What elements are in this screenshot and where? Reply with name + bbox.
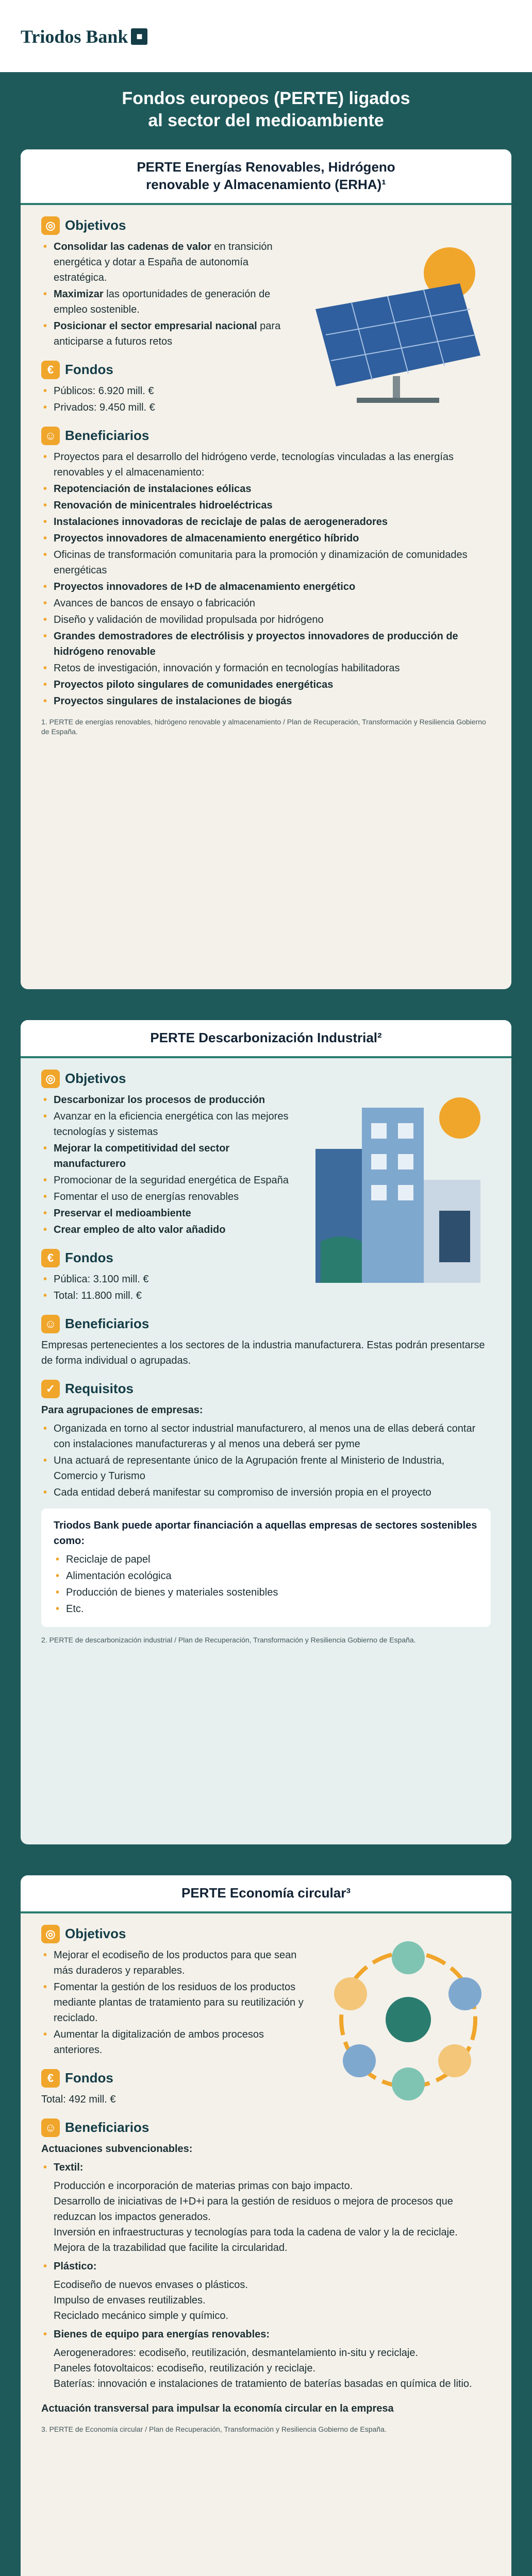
page-title <box>0 72 532 131</box>
list-item: • Reciclaje de papel <box>54 1552 478 1567</box>
list-item: • Grandes demostradores de electrólisis y proyectos innovadores de producción de hidrógeno renovable <box>41 629 491 659</box>
list-item: Producción e incorporación de materias primas con bajo impacto. <box>54 2180 353 2192</box>
erha-beneficiarios-list <box>41 449 491 709</box>
descarbon-footnote: 2. PERTE de descarbonización industrial / Plan de Recuperación, Transformación y Resiliencia Gobierno de España. <box>41 1635 416 1644</box>
circular-fondos-total: Total: 492 mill. € <box>41 2093 116 2105</box>
list-item: • Mejorar el ecodiseño de los productos para que sean más duraderos y reparables. <box>41 1947 309 1978</box>
erha-card <box>21 149 511 989</box>
erha-objetivos-label: Objetivos <box>65 217 126 233</box>
list-item: Reciclado mecánico simple y químico. <box>54 2310 229 2321</box>
list-item: • Proyectos singulares de instalaciones de biogás <box>41 693 491 709</box>
list-item: • Avances de bancos de ensayo o fabricación <box>41 596 491 611</box>
erha-title <box>21 149 511 205</box>
people-icon: ☺ <box>41 2119 60 2137</box>
coins-icon: € <box>41 1249 60 1267</box>
list-item: • Posicionar el sector empresarial nacional para anticiparse a futuros retos <box>41 318 299 349</box>
list-item: • Descarbonizar los procesos de producción <box>41 1092 299 1108</box>
box-title: Triodos Bank puede aportar financiación a aquellas empresas de sectores sostenibles como: <box>54 1519 477 1547</box>
coins-icon: € <box>41 361 60 379</box>
list-item: • Proyectos piloto singulares de comunidades energéticas <box>41 677 491 692</box>
circular-beneficiarios-heading <box>41 2119 491 2137</box>
list-item: • Retos de investigación, innovación y formación en tecnologías habilitadoras <box>41 660 491 676</box>
list-item: • Privados: 9.450 mill. € <box>41 400 491 415</box>
list-item: • Consolidar las cadenas de valor en transición energética y dotar a España de autonomía estratégica. <box>41 239 299 285</box>
hero-title-block <box>0 72 532 134</box>
list-item: • Textil: <box>41 2160 491 2175</box>
descarbon-objetivos-label: Objetivos <box>65 1071 126 1087</box>
target-icon: ◎ <box>41 1925 60 1943</box>
descarbon-triodos-box <box>41 1509 491 1627</box>
circular-plastico-block <box>41 2259 491 2274</box>
erha-fondos-label: Fondos <box>65 362 113 378</box>
list-item: • Aumentar la digitalización de ambos procesos anteriores. <box>41 2027 309 2058</box>
list-item: • Fomentar el uso de energías renovables <box>41 1189 299 1205</box>
descarbon-beneficiarios-label: Beneficiarios <box>65 1316 149 1332</box>
list-item: • Bienes de equipo para energías renovables: <box>41 2327 491 2342</box>
list-item: • Repotenciación de instalaciones eólicas <box>41 481 491 497</box>
list-item: Inversión en infraestructuras y tecnologías para toda la cadena de valor y la de reciclaje. <box>54 2226 458 2238</box>
circular-plastico-items <box>54 2277 491 2324</box>
solar-panel-illustration <box>295 237 491 407</box>
circular-bienes-items <box>54 2345 491 2392</box>
circular-textil-items <box>54 2178 491 2256</box>
list-item: • Preservar el medioambiente <box>41 1206 299 1221</box>
list-item: Desarrollo de iniciativas de I+D+i para la gestión de residuos o mejora de procesos que reduzcan los impactos generados. <box>54 2195 453 2223</box>
list-item: • Una actuará de representante único de la Agrupación frente al Ministerio de Industria, Comercio y Turismo <box>41 1453 491 1484</box>
list-item: • Avanzar en la eficiencia energética con las mejores tecnologías y sistemas <box>41 1109 299 1140</box>
descarbon-card <box>21 1020 511 1844</box>
page-title-line2: al sector del medioambiente <box>148 110 384 130</box>
people-icon: ☺ <box>41 1315 60 1333</box>
erha-beneficiarios-heading <box>41 427 491 445</box>
erha-title-line1: PERTE Energías Renovables, Hidrógeno <box>137 159 395 175</box>
list-item: • Plástico: <box>41 2259 491 2274</box>
list-item: • Instalaciones innovadoras de reciclaje de palas de aerogeneradores <box>41 514 491 530</box>
descarbon-title: PERTE Descarbonización Industrial² <box>21 1020 511 1058</box>
list-item: • Maximizar las oportunidades de generación de empleo sostenible. <box>41 286 299 317</box>
list-item: Mejora de la trazabilidad que facilite la circularidad. <box>54 2242 288 2253</box>
list-item: • Proyectos innovadores de I+D de almacenamiento energético <box>41 579 491 595</box>
people-icon: ☺ <box>41 427 60 445</box>
erha-beneficiarios-label: Beneficiarios <box>65 428 149 444</box>
page-title-line1: Fondos europeos (PERTE) ligados <box>122 89 410 108</box>
list-item: Paneles fotovoltaicos: ecodiseño, reutilización y reciclaje. <box>54 2362 316 2374</box>
list-item: • Etc. <box>54 1601 478 1617</box>
circular-sub1: Actuaciones subvencionables: <box>41 2143 193 2155</box>
list-item: • Públicos: 6.920 mill. € <box>41 383 491 399</box>
list-item: • Fomentar la gestión de los residuos de los productos mediante plantas de tratamiento para su reutilización y reciclado. <box>41 1979 309 2026</box>
circular-card <box>21 1875 511 2576</box>
descarbon-objetivos-list <box>41 1092 299 1238</box>
box-list <box>54 1552 478 1617</box>
circular-beneficiarios-label: Beneficiarios <box>65 2120 149 2136</box>
list-item: Impulso de envases reutilizables. <box>54 2294 206 2306</box>
coins-icon: € <box>41 2069 60 2088</box>
list-item: • Producción de bienes y materiales sostenibles <box>54 1585 478 1600</box>
triodos-logo: Triodos Bank ■ <box>21 26 147 47</box>
circular-economy-illustration <box>326 1937 491 2102</box>
target-icon: ◎ <box>41 1070 60 1088</box>
circular-objetivos-label: Objetivos <box>65 1926 126 1942</box>
list-item: Baterías: innovación e instalaciones de tratamiento de baterías basadas en química de litio. <box>54 2378 472 2389</box>
circular-footnote: 3. PERTE de Economía circular / Plan de Recuperación, Transformación y Resiliencia Gobierno de España. <box>41 2425 387 2433</box>
circular-transversal: Actuación transversal para impulsar la economía circular en la empresa <box>41 2402 394 2414</box>
circular-bienes-block <box>41 2327 491 2342</box>
descarbon-requisitos-list <box>41 1421 491 1500</box>
list-item: • Mejorar la competitividad del sector manufacturero <box>41 1141 299 1172</box>
list-item: • Pública: 3.100 mill. € <box>41 1272 491 1287</box>
list-item: • Crear empleo de alto valor añadido <box>41 1222 299 1238</box>
list-item: • Diseño y validación de movilidad propulsada por hidrógeno <box>41 612 491 628</box>
erha-title-line2: renovable y Almacenamiento (ERHA)¹ <box>146 176 386 192</box>
top-bar <box>0 0 532 72</box>
bank-mark-icon: ■ <box>131 28 147 45</box>
list-item: • Renovación de minicentrales hidroeléctricas <box>41 498 491 513</box>
descarbon-requisitos-intro: Para agrupaciones de empresas: <box>41 1404 203 1416</box>
circular-fondos-label: Fondos <box>65 2070 113 2086</box>
list-item: • Total: 11.800 mill. € <box>41 1288 491 1303</box>
list-item: • Proyectos innovadores de almacenamiento energético híbrido <box>41 531 491 546</box>
erha-objetivos-list <box>41 239 299 349</box>
descarbon-fondos-label: Fondos <box>65 1250 113 1266</box>
descarbon-beneficiarios-heading <box>41 1315 491 1333</box>
erha-footnote: 1. PERTE de energías renovables, hidrógeno renovable y almacenamiento / Plan de Recuperación, Transformación y Resiliencia Gobierno de España. <box>41 717 486 736</box>
list-item: • Proyectos para el desarrollo del hidrógeno verde, tecnologías vinculadas a las energías renovables y el almacenamiento: <box>41 449 491 480</box>
checklist-icon: ✓ <box>41 1380 60 1398</box>
circular-title: PERTE Economía circular³ <box>21 1875 511 1913</box>
list-item: • Alimentación ecológica <box>54 1568 478 1584</box>
target-icon: ◎ <box>41 216 60 235</box>
list-item: • Promocionar de la seguridad energética de España <box>41 1173 299 1188</box>
circular-textil-block <box>41 2160 491 2175</box>
descarbon-beneficiarios-text: Empresas pertenecientes a los sectores de la industria manufacturera. Estas podrán presentarse de forma individual o agrupadas. <box>41 1339 485 1366</box>
factory-illustration <box>305 1077 491 1293</box>
erha-objetivos-heading <box>41 216 491 235</box>
list-item: • Cada entidad deberá manifestar su compromiso de inversión propia en el proyecto <box>41 1485 491 1500</box>
list-item: Aerogeneradores: ecodiseño, reutilización, desmantelamiento in-situ y reciclaje. <box>54 2347 419 2359</box>
circular-objetivos-list <box>41 1947 309 2058</box>
list-item: • Organizada en torno al sector industrial manufacturero, al menos una de ellas deberá contar con instalaciones manufactureras y al menos una deberá ser pyme <box>41 1421 491 1452</box>
descarbon-requisitos-label: Requisitos <box>65 1381 134 1397</box>
descarbon-requisitos-heading <box>41 1380 491 1398</box>
list-item: • Oficinas de transformación comunitaria para la promoción y dinamización de comunidades energéticas <box>41 547 491 578</box>
list-item: Ecodiseño de nuevos envases o plásticos. <box>54 2279 248 2291</box>
